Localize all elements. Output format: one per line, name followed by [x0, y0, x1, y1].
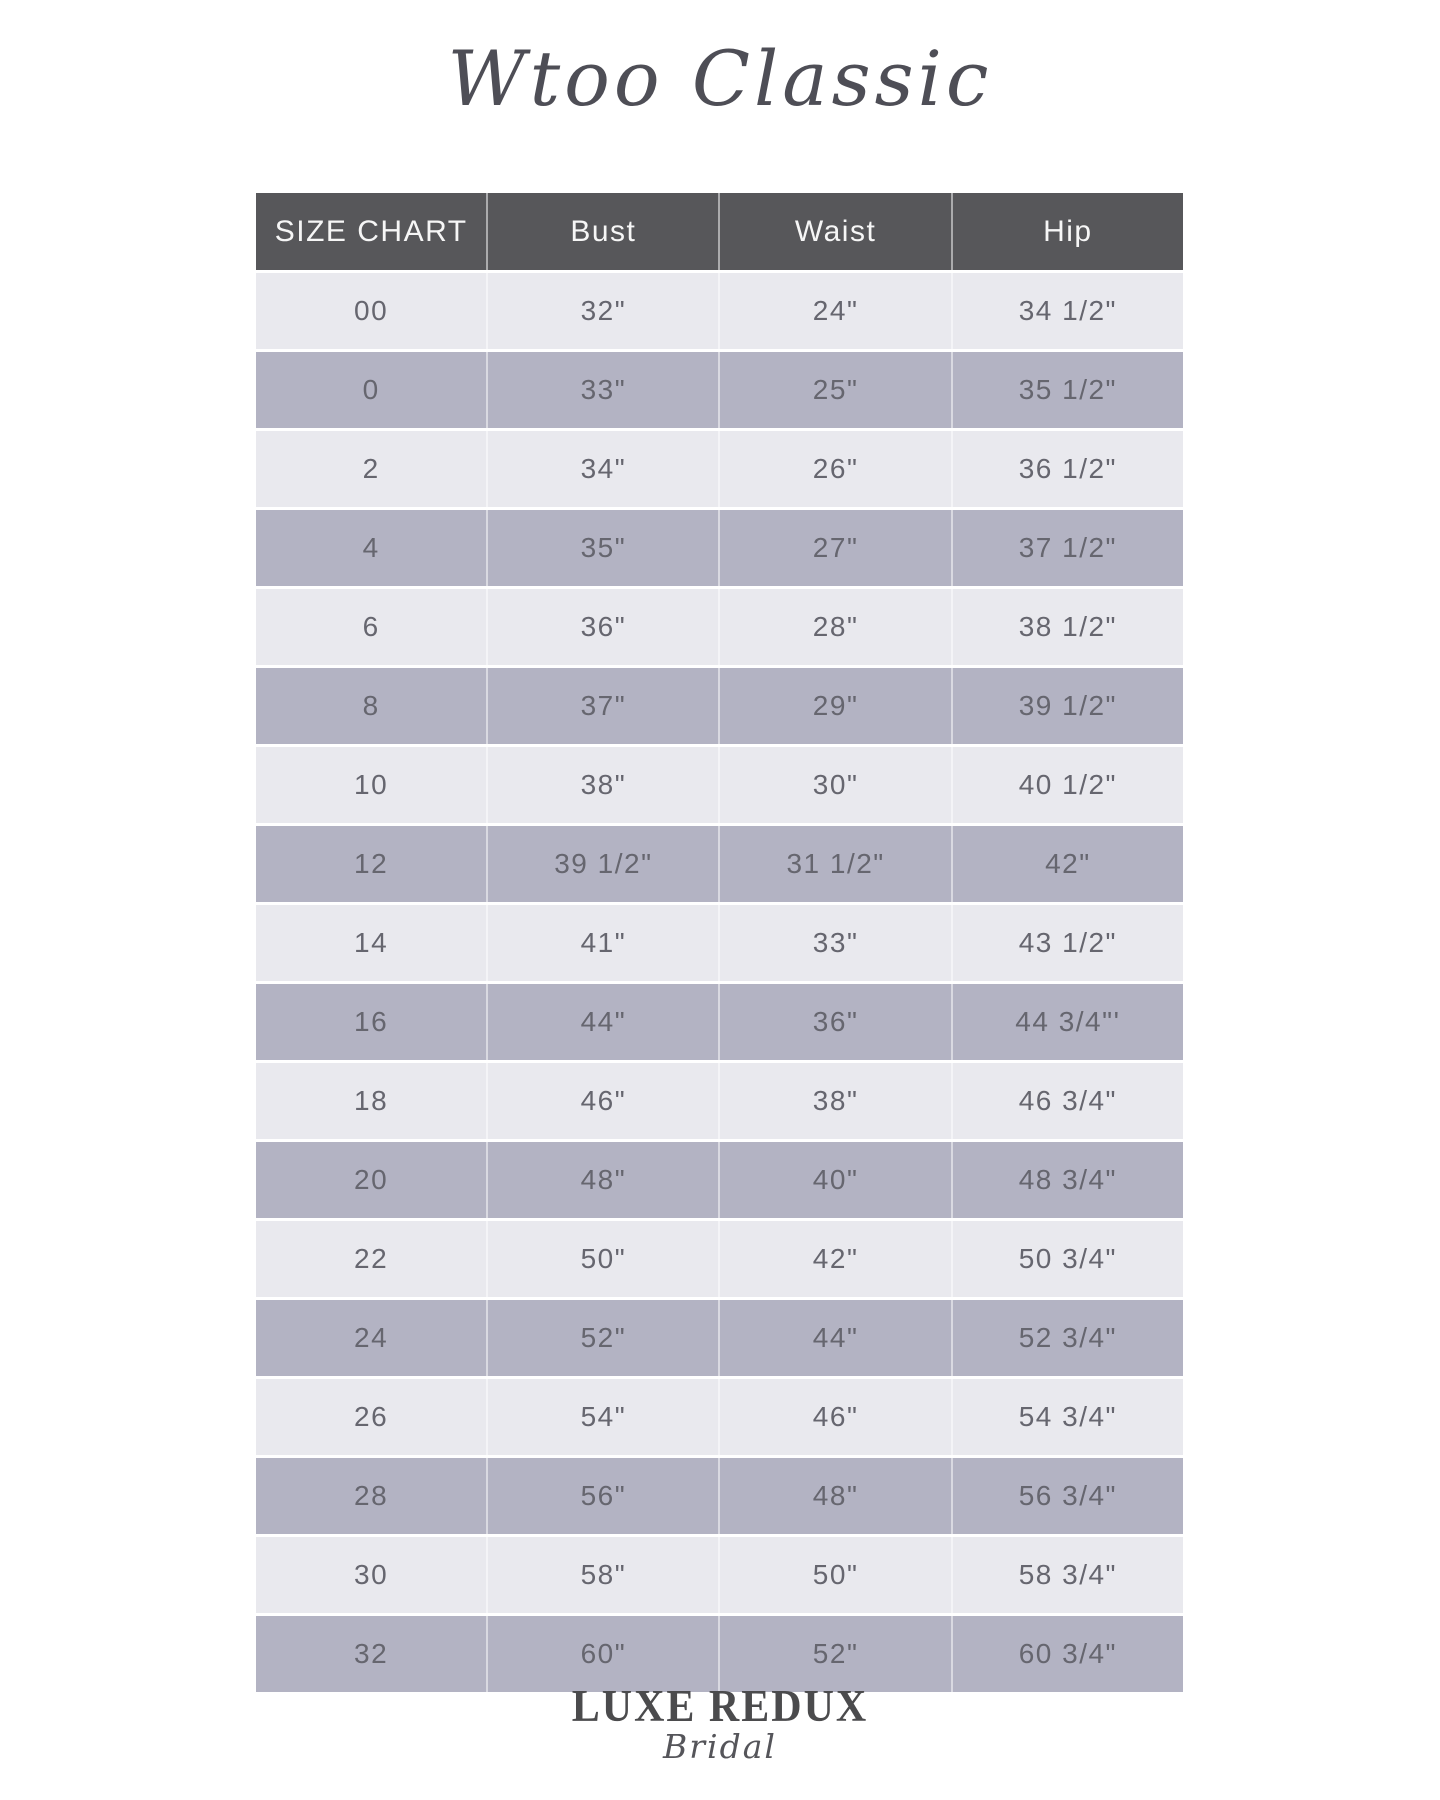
cell-bust: 56" — [487, 1457, 719, 1536]
cell-waist: 42" — [719, 1220, 951, 1299]
cell-bust: 46" — [487, 1062, 719, 1141]
cell-size: 6 — [256, 588, 487, 667]
cell-size: 24 — [256, 1299, 487, 1378]
column-header-hip: Hip — [952, 193, 1183, 272]
cell-waist: 52" — [719, 1615, 951, 1694]
cell-size: 00 — [256, 272, 487, 351]
table-header-row — [256, 193, 1183, 272]
cell-size: 4 — [256, 509, 487, 588]
table-row-size-10 — [256, 746, 1183, 825]
cell-bust: 35" — [487, 509, 719, 588]
cell-waist: 33" — [719, 904, 951, 983]
table-row-size-0 — [256, 351, 1183, 430]
cell-waist: 40" — [719, 1141, 951, 1220]
table-row-size-16 — [256, 983, 1183, 1062]
cell-hip: 46 3/4" — [952, 1062, 1183, 1141]
cell-size: 32 — [256, 1615, 487, 1694]
cell-bust: 41" — [487, 904, 719, 983]
cell-waist: 44" — [719, 1299, 951, 1378]
luxe-redux-logo-text: LUXE REDUX — [571, 1682, 869, 1732]
cell-size: 22 — [256, 1220, 487, 1299]
cell-bust: 54" — [487, 1378, 719, 1457]
table-row-size-26 — [256, 1378, 1183, 1457]
cell-bust: 58" — [487, 1536, 719, 1615]
cell-hip: 42" — [952, 825, 1183, 904]
cell-bust: 48" — [487, 1141, 719, 1220]
cell-waist: 36" — [719, 983, 951, 1062]
cell-waist: 50" — [719, 1536, 951, 1615]
cell-hip: 40 1/2" — [952, 746, 1183, 825]
table-row-size-20 — [256, 1141, 1183, 1220]
column-header-size-chart: SIZE CHART — [256, 193, 487, 272]
table-row-size-2 — [256, 430, 1183, 509]
table-row-size-22 — [256, 1220, 1183, 1299]
column-header-bust: Bust — [487, 193, 719, 272]
cell-hip: 50 3/4" — [952, 1220, 1183, 1299]
cell-hip: 58 3/4" — [952, 1536, 1183, 1615]
footer-logo — [0, 1682, 1440, 1766]
table-row-size-30 — [256, 1536, 1183, 1615]
brand-title: Wtoo Classic — [447, 34, 993, 123]
cell-bust: 52" — [487, 1299, 719, 1378]
cell-size: 8 — [256, 667, 487, 746]
cell-bust: 37" — [487, 667, 719, 746]
cell-hip: 39 1/2" — [952, 667, 1183, 746]
cell-waist: 27" — [719, 509, 951, 588]
table-row-size-12 — [256, 825, 1183, 904]
size-chart-table-body — [256, 272, 1183, 1694]
cell-bust: 50" — [487, 1220, 719, 1299]
cell-waist: 48" — [719, 1457, 951, 1536]
table-row-size-18 — [256, 1062, 1183, 1141]
cell-hip: 36 1/2" — [952, 430, 1183, 509]
cell-bust: 44" — [487, 983, 719, 1062]
cell-waist: 25" — [719, 351, 951, 430]
cell-hip: 43 1/2" — [952, 904, 1183, 983]
cell-size: 14 — [256, 904, 487, 983]
cell-bust: 36" — [487, 588, 719, 667]
table-row-size-8 — [256, 667, 1183, 746]
cell-size: 12 — [256, 825, 487, 904]
cell-waist: 28" — [719, 588, 951, 667]
table-row-size-4 — [256, 509, 1183, 588]
table-row-size-00 — [256, 272, 1183, 351]
cell-hip: 35 1/2" — [952, 351, 1183, 430]
cell-waist: 46" — [719, 1378, 951, 1457]
table-row-size-14 — [256, 904, 1183, 983]
cell-size: 30 — [256, 1536, 487, 1615]
cell-waist: 24" — [719, 272, 951, 351]
cell-hip: 54 3/4" — [952, 1378, 1183, 1457]
cell-size: 10 — [256, 746, 487, 825]
size-chart-table-head — [256, 193, 1183, 272]
cell-size: 20 — [256, 1141, 487, 1220]
cell-bust: 60" — [487, 1615, 719, 1694]
cell-waist: 26" — [719, 430, 951, 509]
cell-size: 26 — [256, 1378, 487, 1457]
cell-hip: 60 3/4" — [952, 1615, 1183, 1694]
cell-hip: 44 3/4"' — [952, 983, 1183, 1062]
cell-size: 18 — [256, 1062, 487, 1141]
bridal-logo-script: Bridal — [663, 1727, 777, 1766]
cell-size: 16 — [256, 983, 487, 1062]
cell-waist: 38" — [719, 1062, 951, 1141]
cell-hip: 37 1/2" — [952, 509, 1183, 588]
cell-size: 28 — [256, 1457, 487, 1536]
size-chart-table — [256, 193, 1183, 1695]
cell-hip: 52 3/4" — [952, 1299, 1183, 1378]
cell-hip: 38 1/2" — [952, 588, 1183, 667]
cell-hip: 34 1/2" — [952, 272, 1183, 351]
cell-size: 2 — [256, 430, 487, 509]
cell-size: 0 — [256, 351, 487, 430]
cell-bust: 39 1/2" — [487, 825, 719, 904]
cell-waist: 29" — [719, 667, 951, 746]
cell-bust: 32" — [487, 272, 719, 351]
column-header-waist: Waist — [719, 193, 951, 272]
cell-bust: 34" — [487, 430, 719, 509]
table-row-size-6 — [256, 588, 1183, 667]
table-row-size-28 — [256, 1457, 1183, 1536]
cell-bust: 33" — [487, 351, 719, 430]
table-row-size-24 — [256, 1299, 1183, 1378]
cell-waist: 31 1/2" — [719, 825, 951, 904]
cell-waist: 30" — [719, 746, 951, 825]
cell-bust: 38" — [487, 746, 719, 825]
cell-hip: 48 3/4" — [952, 1141, 1183, 1220]
cell-hip: 56 3/4" — [952, 1457, 1183, 1536]
